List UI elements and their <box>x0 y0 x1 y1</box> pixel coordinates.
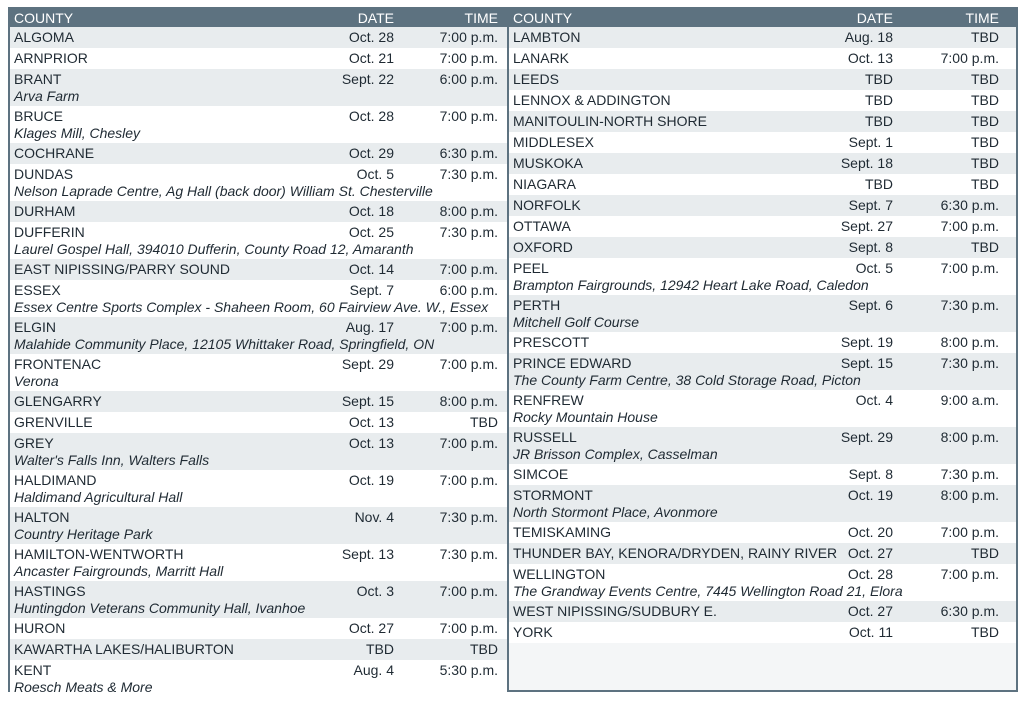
county-name: RENFREW <box>513 392 584 408</box>
meeting-date: Sept. 22 <box>341 71 394 87</box>
table-row <box>509 195 1016 216</box>
county-name: HALDIMAND <box>14 472 97 488</box>
right-header-row <box>509 9 1016 27</box>
meeting-location: The Grandway Events Centre, 7445 Wellington Road 21, Elora <box>513 583 903 599</box>
county-name: GREY <box>14 435 54 451</box>
meeting-date: TBD <box>865 71 893 87</box>
meeting-date: Oct. 28 <box>348 29 394 45</box>
meeting-time: 8:00 p.m. <box>940 334 999 350</box>
meeting-time: 7:00 p.m. <box>439 435 498 451</box>
meeting-time: TBD <box>971 545 999 561</box>
table-row <box>10 639 507 660</box>
meeting-date: Oct. 27 <box>847 603 893 619</box>
table-row <box>10 412 507 433</box>
meeting-time: 6:30 p.m. <box>940 197 999 213</box>
county-name: GLENGARRY <box>14 393 102 409</box>
table-row <box>10 433 507 470</box>
county-name: HALTON <box>14 509 70 525</box>
county-name: WEST NIPISSING/SUDBURY E. <box>513 603 717 619</box>
meeting-date: Sept. 19 <box>840 334 893 350</box>
meeting-time: TBD <box>971 239 999 255</box>
meeting-time: 7:00 p.m. <box>940 218 999 234</box>
header-date: DATE <box>856 10 893 26</box>
table-row <box>10 48 507 69</box>
meeting-date: Oct. 25 <box>348 224 394 240</box>
meeting-date: Nov. 4 <box>354 509 394 525</box>
county-name: MANITOULIN-NORTH SHORE <box>513 113 707 129</box>
county-name: LAMBTON <box>513 29 581 45</box>
meeting-time: TBD <box>971 155 999 171</box>
meeting-time: TBD <box>971 92 999 108</box>
meeting-time: TBD <box>470 641 498 657</box>
county-name: RUSSELL <box>513 429 577 445</box>
meeting-date: Sept. 29 <box>341 356 394 372</box>
right-column <box>509 9 1016 690</box>
county-name: PRINCE EDWARD <box>513 355 632 371</box>
meeting-date: Oct. 20 <box>847 524 893 540</box>
meeting-location: Rocky Mountain House <box>513 409 658 425</box>
county-name: LANARK <box>513 50 570 66</box>
table-row <box>509 601 1016 622</box>
table-row <box>10 660 507 697</box>
meeting-date: Oct. 11 <box>848 624 893 640</box>
meeting-date: Oct. 28 <box>847 566 893 582</box>
county-name: DUNDAS <box>14 166 74 182</box>
county-name: ELGIN <box>14 319 57 335</box>
county-name: LENNOX & ADDINGTON <box>513 92 671 108</box>
meeting-time: 7:00 p.m. <box>439 620 498 636</box>
meeting-time: 7:30 p.m. <box>439 509 498 525</box>
header-date: DATE <box>357 10 394 26</box>
table-row <box>10 354 507 391</box>
meeting-date: Oct. 13 <box>847 50 893 66</box>
county-name: LEEDS <box>513 71 559 87</box>
table-row <box>509 485 1016 522</box>
meeting-time: 7:00 p.m. <box>439 356 498 372</box>
meeting-date: Aug. 17 <box>345 319 394 335</box>
meeting-date: Oct. 4 <box>855 392 893 408</box>
meeting-time: 7:00 p.m. <box>439 29 498 45</box>
meeting-time: TBD <box>971 176 999 192</box>
meeting-location: Klages Mill, Chesley <box>14 125 141 141</box>
table-row <box>10 106 507 143</box>
table-row <box>10 581 507 618</box>
table-row <box>10 470 507 507</box>
table-row <box>10 222 507 259</box>
table-row <box>509 543 1016 564</box>
meeting-date: Oct. 19 <box>847 487 893 503</box>
left-column <box>10 9 507 695</box>
table-row <box>509 237 1016 258</box>
meeting-time: 7:30 p.m. <box>940 355 999 371</box>
county-name: GRENVILLE <box>14 414 93 430</box>
county-name: DUFFERIN <box>14 224 85 240</box>
meeting-date: Sept. 1 <box>848 134 893 150</box>
county-name: STORMONT <box>513 487 593 503</box>
table-row <box>509 153 1016 174</box>
meeting-date: Oct. 21 <box>348 50 394 66</box>
county-name: YORK <box>513 624 553 640</box>
header-time: TIME <box>464 10 498 26</box>
meeting-time: 7:30 p.m. <box>439 166 498 182</box>
table-row <box>10 317 507 354</box>
county-name: ALGOMA <box>14 29 74 45</box>
meeting-location: JR Brisson Complex, Casselman <box>513 446 718 462</box>
county-name: ESSEX <box>14 282 61 298</box>
meeting-date: Sept. 8 <box>848 466 893 482</box>
table-row <box>10 259 507 280</box>
meeting-date: Sept. 18 <box>840 155 893 171</box>
meeting-date: Aug. 18 <box>844 29 893 45</box>
table-row <box>509 464 1016 485</box>
meeting-date: Sept. 29 <box>840 429 893 445</box>
meeting-time: 7:00 p.m. <box>940 260 999 276</box>
meeting-date: Oct. 27 <box>847 545 893 561</box>
county-name: NORFOLK <box>513 197 581 213</box>
table-row <box>509 216 1016 237</box>
table-row <box>509 564 1016 601</box>
meeting-date: Oct. 5 <box>855 260 893 276</box>
meeting-location: Malahide Community Place, 12105 Whittaker Road, Springfield, ON <box>14 336 435 352</box>
meeting-date: Oct. 14 <box>348 261 394 277</box>
meeting-time: 8:00 p.m. <box>940 429 999 445</box>
meeting-time: 6:30 p.m. <box>940 603 999 619</box>
header-county: COUNTY <box>14 10 74 26</box>
meeting-date: Sept. 15 <box>840 355 893 371</box>
meeting-date: Oct. 13 <box>348 435 394 451</box>
county-name: KENT <box>14 662 52 678</box>
meeting-date: Oct. 19 <box>348 472 394 488</box>
meeting-time: 7:30 p.m. <box>940 297 999 313</box>
table-row <box>10 69 507 106</box>
table-row <box>509 622 1016 643</box>
county-name: PEEL <box>513 260 549 276</box>
meeting-date: Oct. 27 <box>348 620 394 636</box>
county-name: SIMCOE <box>513 466 569 482</box>
meeting-date: Sept. 8 <box>848 239 893 255</box>
meeting-location: Arva Farm <box>14 88 80 104</box>
county-name: BRUCE <box>14 108 64 124</box>
meeting-time: 6:00 p.m. <box>439 282 498 298</box>
meeting-time: 9:00 a.m. <box>940 392 999 408</box>
meeting-date: Sept. 6 <box>848 297 893 313</box>
table-row <box>10 143 507 164</box>
meeting-date: Sept. 7 <box>349 282 394 298</box>
county-name: HURON <box>14 620 66 636</box>
meeting-time: 6:00 p.m. <box>439 71 498 87</box>
meeting-location: The County Farm Centre, 38 Cold Storage Road, Picton <box>513 372 861 388</box>
meeting-date: Sept. 7 <box>848 197 893 213</box>
county-name: PRESCOTT <box>513 334 590 350</box>
meeting-date: TBD <box>366 641 394 657</box>
meeting-date: Oct. 28 <box>348 108 394 124</box>
meeting-location: Nelson Laprade Centre, Ag Hall (back door) William St. Chesterville <box>14 183 433 199</box>
meeting-time: 7:00 p.m. <box>439 583 498 599</box>
county-name: TEMISKAMING <box>513 524 612 540</box>
meeting-time: 7:00 p.m. <box>940 524 999 540</box>
county-name: DURHAM <box>14 203 76 219</box>
table-row <box>509 111 1016 132</box>
meeting-date: Oct. 5 <box>356 166 394 182</box>
table-row <box>509 174 1016 195</box>
county-name: MIDDLESEX <box>513 134 594 150</box>
county-name: THUNDER BAY, KENORA/DRYDEN, RAINY RIVER <box>513 545 838 561</box>
county-name: NIAGARA <box>513 176 577 192</box>
meeting-time: 7:30 p.m. <box>439 224 498 240</box>
meeting-time: TBD <box>971 71 999 87</box>
meeting-time: TBD <box>971 29 999 45</box>
table-row <box>509 90 1016 111</box>
meeting-time: 6:30 p.m. <box>439 145 498 161</box>
header-county: COUNTY <box>513 10 573 26</box>
county-name: HAMILTON-WENTWORTH <box>14 546 184 562</box>
county-name: BRANT <box>14 71 62 87</box>
table-row <box>509 390 1016 427</box>
meeting-time: TBD <box>971 113 999 129</box>
meeting-location: Ancaster Fairgrounds, Marritt Hall <box>14 563 224 579</box>
meeting-time: 7:00 p.m. <box>439 50 498 66</box>
meeting-date: Oct. 18 <box>348 203 394 219</box>
header-time: TIME <box>965 10 999 26</box>
meeting-time: 7:00 p.m. <box>439 472 498 488</box>
meeting-date: TBD <box>865 176 893 192</box>
meeting-date: TBD <box>865 92 893 108</box>
meeting-time: 7:30 p.m. <box>940 466 999 482</box>
meeting-location: Verona <box>14 373 59 389</box>
table-row <box>509 353 1016 390</box>
meeting-location: Mitchell Golf Course <box>513 314 640 330</box>
meeting-time: 7:30 p.m. <box>439 546 498 562</box>
county-name: MUSKOKA <box>513 155 584 171</box>
meeting-date: Oct. 13 <box>348 414 394 430</box>
table-row <box>10 391 507 412</box>
table-row <box>10 544 507 581</box>
meeting-time: 8:00 p.m. <box>439 203 498 219</box>
county-name: KAWARTHA LAKES/HALIBURTON <box>14 641 234 657</box>
table-row <box>10 280 507 317</box>
county-name: FRONTENAC <box>14 356 102 372</box>
meeting-time: TBD <box>971 134 999 150</box>
table-row <box>10 618 507 639</box>
county-name: WELLINGTON <box>513 566 606 582</box>
table-row <box>509 295 1016 332</box>
county-name: HASTINGS <box>14 583 86 599</box>
meeting-time: 8:00 p.m. <box>940 487 999 503</box>
table-row <box>10 201 507 222</box>
table-row <box>10 507 507 544</box>
county-name: EAST NIPISSING/PARRY SOUND <box>14 261 231 277</box>
meeting-date: Sept. 15 <box>341 393 394 409</box>
left-header-row <box>10 9 507 27</box>
meeting-time: 7:00 p.m. <box>439 108 498 124</box>
table-row <box>509 69 1016 90</box>
meeting-time: TBD <box>470 414 498 430</box>
meeting-time: 7:00 p.m. <box>940 50 999 66</box>
meeting-date: Sept. 27 <box>840 218 893 234</box>
meeting-location: Brampton Fairgrounds, 12942 Heart Lake Road, Caledon <box>513 277 869 293</box>
meeting-location: Walter's Falls Inn, Walters Falls <box>14 452 210 468</box>
meeting-time: 5:30 p.m. <box>439 662 498 678</box>
meeting-time: TBD <box>971 624 999 640</box>
table-row <box>10 164 507 201</box>
county-name: PERTH <box>513 297 561 313</box>
meeting-location: Country Heritage Park <box>14 526 153 542</box>
county-name: ARNPRIOR <box>14 50 88 66</box>
meeting-location: Haldimand Agricultural Hall <box>14 489 183 505</box>
meeting-schedule-table <box>8 7 1018 695</box>
table-row <box>509 27 1016 48</box>
table-row <box>10 27 507 48</box>
meeting-date: Oct. 29 <box>348 145 394 161</box>
meeting-location: Laurel Gospel Hall, 394010 Dufferin, County Road 12, Amaranth <box>14 241 414 257</box>
county-name: COCHRANE <box>14 145 95 161</box>
meeting-time: 7:00 p.m. <box>439 261 498 277</box>
meeting-location: Roesch Meats & More <box>14 679 153 695</box>
meeting-location: North Stormont Place, Avonmore <box>513 504 718 520</box>
table-row <box>509 48 1016 69</box>
meeting-date: Oct. 3 <box>356 583 394 599</box>
table-row <box>509 132 1016 153</box>
meeting-location: Essex Centre Sports Complex - Shaheen Room, 60 Fairview Ave. W., Essex <box>14 299 489 315</box>
county-name: OTTAWA <box>513 218 571 234</box>
meeting-date: Aug. 4 <box>353 662 394 678</box>
meeting-date: TBD <box>865 113 893 129</box>
table-row <box>509 258 1016 295</box>
county-name: OXFORD <box>513 239 573 255</box>
meeting-time: 8:00 p.m. <box>439 393 498 409</box>
meeting-location: Huntingdon Veterans Community Hall, Ivanhoe <box>14 600 306 616</box>
table-row <box>509 332 1016 353</box>
meeting-date: Sept. 13 <box>341 546 394 562</box>
table-row <box>509 427 1016 464</box>
meeting-time: 7:00 p.m. <box>940 566 999 582</box>
table-row <box>509 522 1016 543</box>
meeting-time: 7:00 p.m. <box>439 319 498 335</box>
